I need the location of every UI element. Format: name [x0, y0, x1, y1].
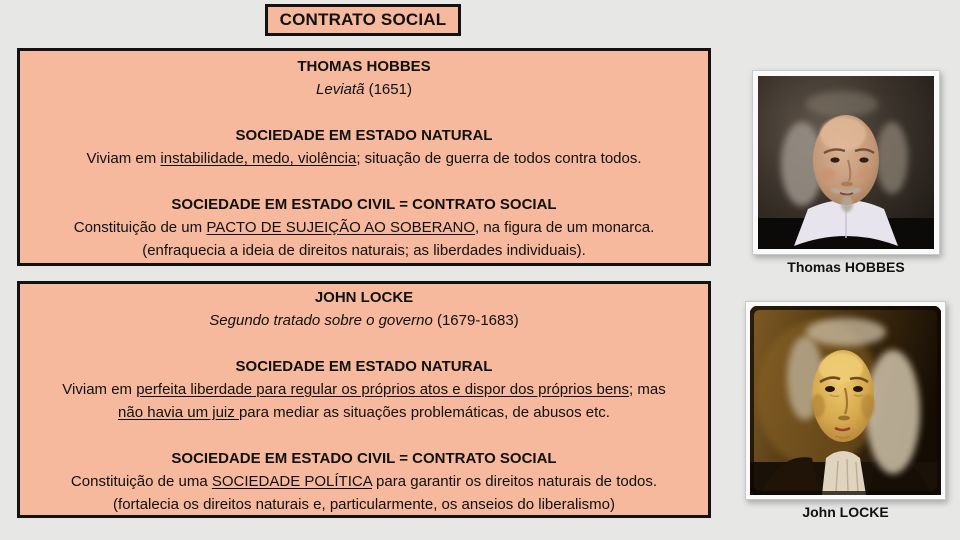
text-line	[20, 216, 708, 239]
text-segment: SOCIEDADE EM ESTADO CIVIL = CONTRATO SOCIAL	[171, 450, 557, 467]
text-segment: instabilidade, medo, violência	[160, 150, 357, 167]
text-segment: Leviatã	[316, 81, 365, 98]
text-segment: THOMAS HOBBES	[297, 58, 431, 75]
text-line	[20, 78, 708, 101]
text-segment: para garantir os direitos naturais de todos.	[371, 473, 658, 490]
text-line	[20, 447, 708, 470]
text-segment: (fortalecia os direitos naturais e, particularmente, os anseios do liberalismo)	[113, 496, 615, 513]
text-line	[20, 332, 708, 355]
text-line	[20, 470, 708, 493]
text-segment: Constituição de um	[73, 219, 207, 236]
text-line	[20, 309, 708, 332]
text-line	[20, 55, 708, 78]
text-line	[20, 401, 708, 424]
locke-portrait-frame	[745, 301, 946, 500]
text-line	[20, 239, 708, 262]
text-segment: (enfraquecia a ideia de direitos naturais; as liberdades individuais).	[142, 242, 586, 259]
text-segment: perfeita liberdade para regular os próprios atos e dispor dos próprios bens	[136, 381, 630, 398]
text-segment: Viviam em	[86, 150, 161, 167]
slide-title-box	[265, 4, 461, 36]
locke-text-box	[17, 281, 711, 518]
text-segment: JOHN LOCKE	[314, 289, 414, 306]
locke-portrait-figure	[745, 301, 946, 520]
text-line	[20, 147, 708, 170]
text-line	[20, 378, 708, 401]
locke-caption: John LOCKE	[802, 504, 889, 520]
text-segment: (1651)	[364, 81, 412, 98]
text-segment: SOCIEDADE EM ESTADO NATURAL	[235, 358, 493, 375]
text-segment: Viviam em	[62, 381, 137, 398]
text-segment: ; mas	[629, 381, 666, 398]
text-segment: não havia um juiz	[118, 404, 239, 421]
slide-title: CONTRATO SOCIAL	[279, 10, 447, 29]
text-segment: SOCIEDADE POLÍTICA	[211, 473, 372, 490]
text-segment: PACTO DE SUJEIÇÃO AO SOBERANO	[206, 219, 475, 236]
text-segment: Segundo tratado sobre o governo	[209, 312, 433, 329]
locke-portrait-image	[750, 306, 941, 495]
text-line	[20, 286, 708, 309]
text-line	[20, 493, 708, 516]
text-line	[20, 355, 708, 378]
text-segment: para mediar as situações problemáticas, de abusos etc.	[238, 404, 610, 421]
text-segment: , na figura de um monarca.	[475, 219, 655, 236]
text-line	[20, 170, 708, 193]
text-line	[20, 193, 708, 216]
text-line	[20, 101, 708, 124]
text-segment: SOCIEDADE EM ESTADO NATURAL	[235, 127, 493, 144]
hobbes-caption: Thomas HOBBES	[787, 259, 905, 275]
text-segment: ; situação de guerra de todos contra todos.	[356, 150, 642, 167]
text-segment: (1679-1683)	[432, 312, 519, 329]
hobbes-portrait-frame	[752, 70, 940, 255]
text-segment: SOCIEDADE EM ESTADO CIVIL = CONTRATO SOCIAL	[171, 196, 557, 213]
hobbes-portrait-figure	[752, 70, 940, 275]
hobbes-text-box	[17, 48, 711, 266]
text-line	[20, 424, 708, 447]
hobbes-portrait-image	[758, 76, 934, 249]
text-segment: Constituição de uma	[70, 473, 212, 490]
text-line	[20, 124, 708, 147]
